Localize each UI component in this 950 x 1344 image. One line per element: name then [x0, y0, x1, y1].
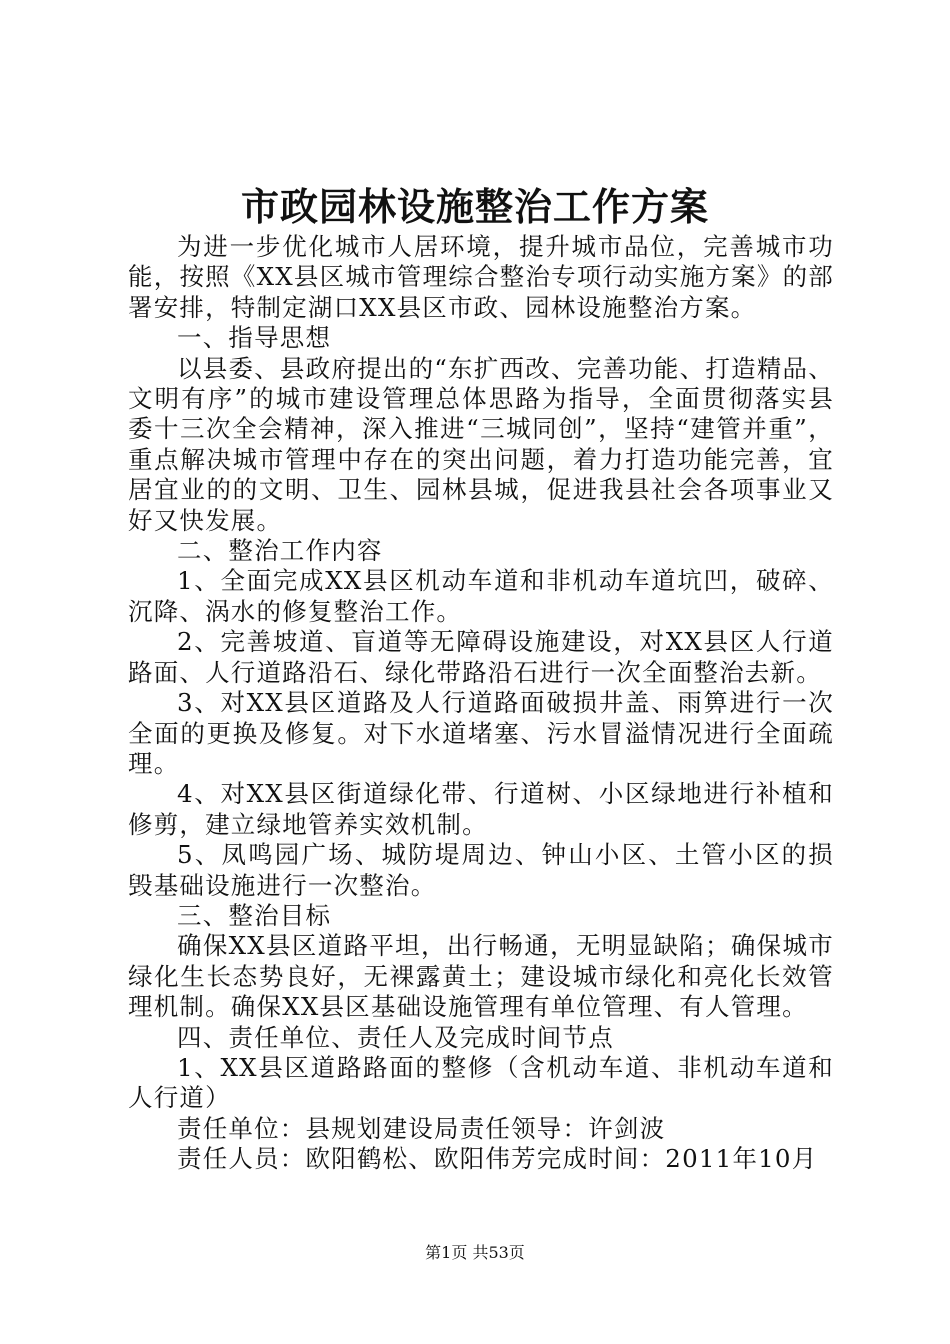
document-body	[128, 232, 834, 1175]
list-item: 4、对XX县区街道绿化带、行道树、小区绿地进行补植和修剪，建立绿地管养实效机制。	[128, 779, 834, 839]
section-heading: 二、整治工作内容	[177, 536, 383, 566]
body-paragraph: 确保XX县区道路平坦，出行畅通，无明显缺陷；确保城市绿化生长态势良好，无裸露黄土；建设城市绿化和亮化长效管理机制。确保XX县区基础设施管理有单位管理、有人管理。	[128, 931, 834, 1022]
list-item: 1、XX县区道路路面的整修（含机动车道、非机动车道和人行道）	[128, 1052, 834, 1113]
responsibility-line: 责任单位：县规划建设局责任领导：许剑波	[177, 1113, 666, 1143]
section-heading: 一、指导思想	[177, 323, 332, 353]
responsibility-line: 责任人员：欧阳鹤松、欧阳伟芳完成时间：2011年10月	[177, 1144, 818, 1174]
page-number: 第1页 共53页	[425, 1243, 525, 1262]
list-item: 3、对XX县区道路及人行道路面破损井盖、雨箅进行一次全面的更换及修复。对下水道堵塞、污水冒溢情况进行全面疏理。	[128, 688, 834, 778]
document-title: 市政园林设施整治工作方案	[240, 184, 709, 229]
list-item: 1、全面完成XX县区机动车道和非机动车道坑凹，破碎、沉降、涡水的修复整治工作。	[128, 566, 834, 626]
list-item: 2、完善坡道、盲道等无障碍设施建设，对XX县区人行道路面、人行道路沿石、绿化带路沿石进行一次全面整治去新。	[128, 627, 834, 687]
section-heading: 三、整治目标	[177, 900, 332, 930]
body-paragraph: 以县委、县政府提出的“东扩西改、完善功能、打造精品、文明有序”的城市建设管理总体思路为指导，全面贯彻落实县委十三次全会精神，深入推进“三城同创”，坚持“建管并重”，重点解决城市管理中存在的突出问题，着力打造功能完善，宜居宜业的的文明、卫生、园林县城，促进我县社会各项事业又好又快发展。	[128, 353, 834, 535]
section-heading: 四、责任单位、责任人及完成时间节点	[177, 1022, 614, 1052]
intro-paragraph: 为进一步优化城市人居环境，提升城市品位，完善城市功能，按照《XX县区城市管理综合整治专项行动实施方案》的部署安排，特制定湖口XX县区市政、园林设施整治方案。	[128, 232, 834, 322]
list-item: 5、凤鸣园广场、城防堤周边、钟山小区、土管小区的损毁基础设施进行一次整治。	[128, 840, 834, 900]
